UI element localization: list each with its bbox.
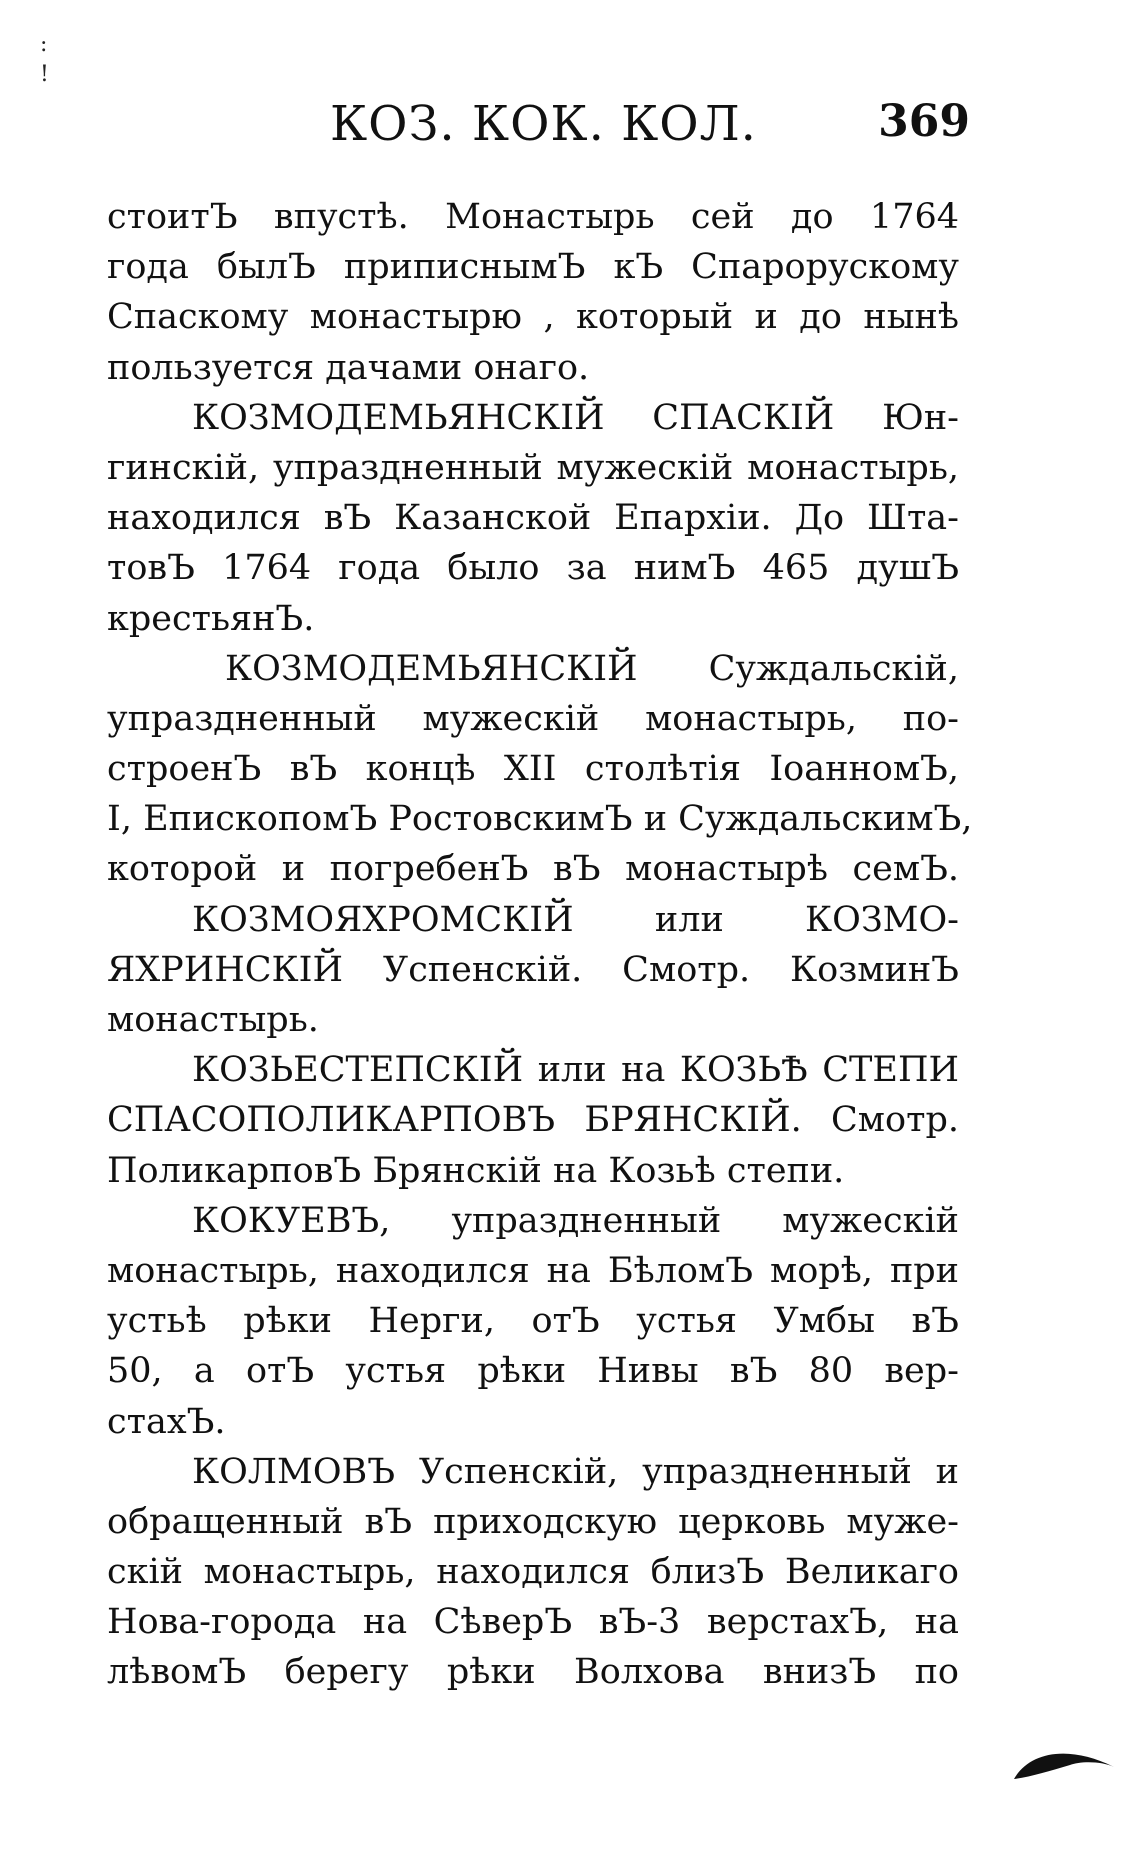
text-line: обращенный вЪ приходскую церковь муже- <box>107 1501 959 1542</box>
text-line: I, ЕпископомЪ РостовскимЪ и СуждальскимЪ, <box>107 799 973 840</box>
text-line: стахЪ. <box>107 1401 226 1442</box>
page-header <box>330 96 970 156</box>
entry-heading-line: КОЗМОДЕМЬЯНСКІЙ СПАСКІЙ Юн- <box>192 397 959 438</box>
text-line: 50, а отЪ устья рѣки Нивы вЪ 80 вер- <box>107 1351 959 1392</box>
text-line: устьѣ рѣки Нерги, отЪ устья Умбы вЪ <box>107 1301 959 1342</box>
entry-heading-line: КОЛМОВЪ Успенскій, упраздненный и <box>192 1451 959 1492</box>
text-line: упраздненный мужескій монастырь, по- <box>107 698 959 739</box>
page-number: 369 <box>878 96 970 147</box>
text-line: монастырь. <box>107 1000 319 1040</box>
flourish-ornament-icon <box>1010 1731 1120 1791</box>
text-line: строенЪ вЪ концѣ XII столѣтія ІоанномЪ, <box>107 749 959 790</box>
entry-heading-line: КОЗМОДЕМЬЯНСКІЙ Суждальскій, <box>225 648 959 689</box>
text-line: ЯХРИНСКІЙ Успенскій. Смотр. КозминЪ <box>107 949 959 990</box>
entry-heading-line: КОКУЕВЪ, упраздненный мужескій <box>192 1200 959 1241</box>
margin-marks <box>40 30 60 90</box>
text-line: скій монастырь, находился близЪ Великаго <box>107 1552 959 1593</box>
margin-mark: : <box>40 32 48 57</box>
text-line: Спаскому монастырю , который и до нынѣ <box>107 297 959 338</box>
text-line: находился вЪ Казанской Епархіи. До Шта- <box>107 498 959 539</box>
text-line: Нова-города на СѣверЪ вЪ-3 верстахЪ, на <box>107 1602 959 1643</box>
running-head: КОЗ. КОК. КОЛ. <box>330 96 757 152</box>
text-line: монастырь, находился на БѣломЪ морѣ, при <box>107 1250 959 1291</box>
entry-heading-line: КОЗЬЕСТЕПСКІЙ или на КОЗЬѢ СТЕПИ <box>192 1050 959 1091</box>
text-line: года былЪ приписнымЪ кЪ Спарорускому <box>107 247 959 288</box>
text-line: крестьянЪ. <box>107 598 315 639</box>
text-line: гинскій, упраздненный мужескій монастырь, <box>107 447 959 488</box>
margin-mark: ! <box>40 62 49 87</box>
text-line: которой и погребенЪ вЪ монастырѣ семЪ. <box>107 849 959 890</box>
entry-heading-line: КОЗМОЯХРОМСКІЙ или КОЗМО- <box>192 899 959 940</box>
text-line: стоитЪ впустѣ. Монастырь сей до 1764 <box>107 197 959 237</box>
text-line: ПоликарповЪ Брянскій на Козьѣ степи. <box>107 1150 845 1191</box>
text-block <box>107 192 973 1698</box>
text-line: лѣвомЪ берегу рѣки Волхова внизЪ по <box>107 1652 959 1693</box>
text-line: СПАСОПОЛИКАРПОВЪ БРЯНСКІЙ. Смотр. <box>107 1100 959 1141</box>
text-line: пользуется дачами онаго. <box>107 347 590 388</box>
text-line: товЪ 1764 года было за нимЪ 465 душЪ <box>107 548 959 589</box>
